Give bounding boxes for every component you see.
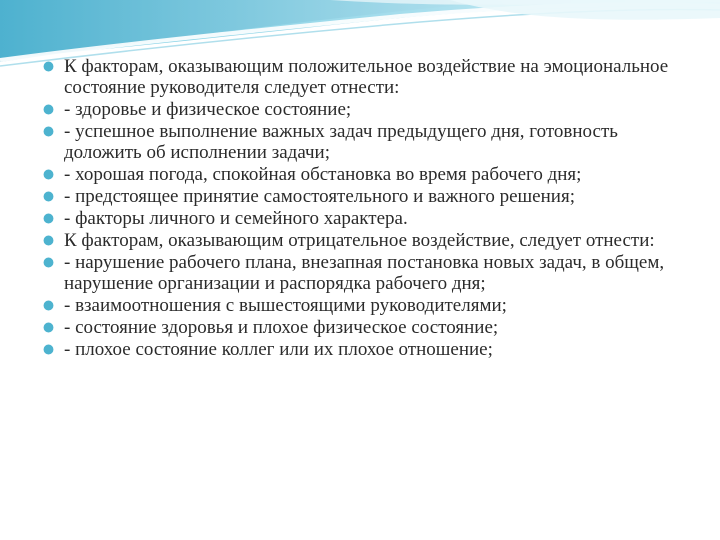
bullet-text: - здоровье и физическое состояние; <box>64 99 352 120</box>
bullet-text: - успешное выполнение важных задач предыдущего дня, готовность доложить об исполнении задачи; <box>64 121 618 163</box>
circle-bullet-icon <box>43 213 54 224</box>
circle-bullet-icon <box>43 257 54 268</box>
bullet-text: К факторам, оказывающим положительное воздействие на эмоциональное состояние руководителя следует отнести: <box>64 56 669 98</box>
list-item <box>43 186 683 207</box>
circle-bullet-icon <box>43 300 54 311</box>
list-item <box>43 339 683 360</box>
circle-bullet-icon <box>43 104 54 115</box>
bullet-text: - состояние здоровья и плохое физическое состояние; <box>64 317 499 338</box>
bullet-text: - нарушение рабочего плана, внезапная постановка новых задач, в общем, нарушение организации и распорядка рабочего дня; <box>64 252 665 294</box>
list-item <box>43 121 683 163</box>
circle-bullet-icon <box>43 126 54 137</box>
bullet-text: К факторам, оказывающим отрицательное воздействие, следует отнести: <box>64 230 655 251</box>
list-item <box>43 230 683 251</box>
bullet-text: - хорошая погода, спокойная обстановка во время рабочего дня; <box>64 164 582 185</box>
list-item <box>43 99 683 120</box>
circle-bullet-icon <box>43 191 54 202</box>
bullet-text: - предстоящее принятие самостоятельного и важного решения; <box>64 186 575 207</box>
list-item <box>43 252 683 294</box>
bullet-list <box>43 56 683 361</box>
list-item <box>43 295 683 316</box>
bullet-text: - взаимоотношения с вышестоящими руководителями; <box>64 295 507 316</box>
bullet-text: - плохое состояние коллег или их плохое отношение; <box>64 339 493 360</box>
list-item <box>43 164 683 185</box>
circle-bullet-icon <box>43 344 54 355</box>
circle-bullet-icon <box>43 235 54 246</box>
bullet-text: - факторы личного и семейного характера. <box>64 208 408 229</box>
circle-bullet-icon <box>43 169 54 180</box>
list-item <box>43 208 683 229</box>
list-item <box>43 56 683 98</box>
circle-bullet-icon <box>43 61 54 72</box>
circle-bullet-icon <box>43 322 54 333</box>
list-item <box>43 317 683 338</box>
